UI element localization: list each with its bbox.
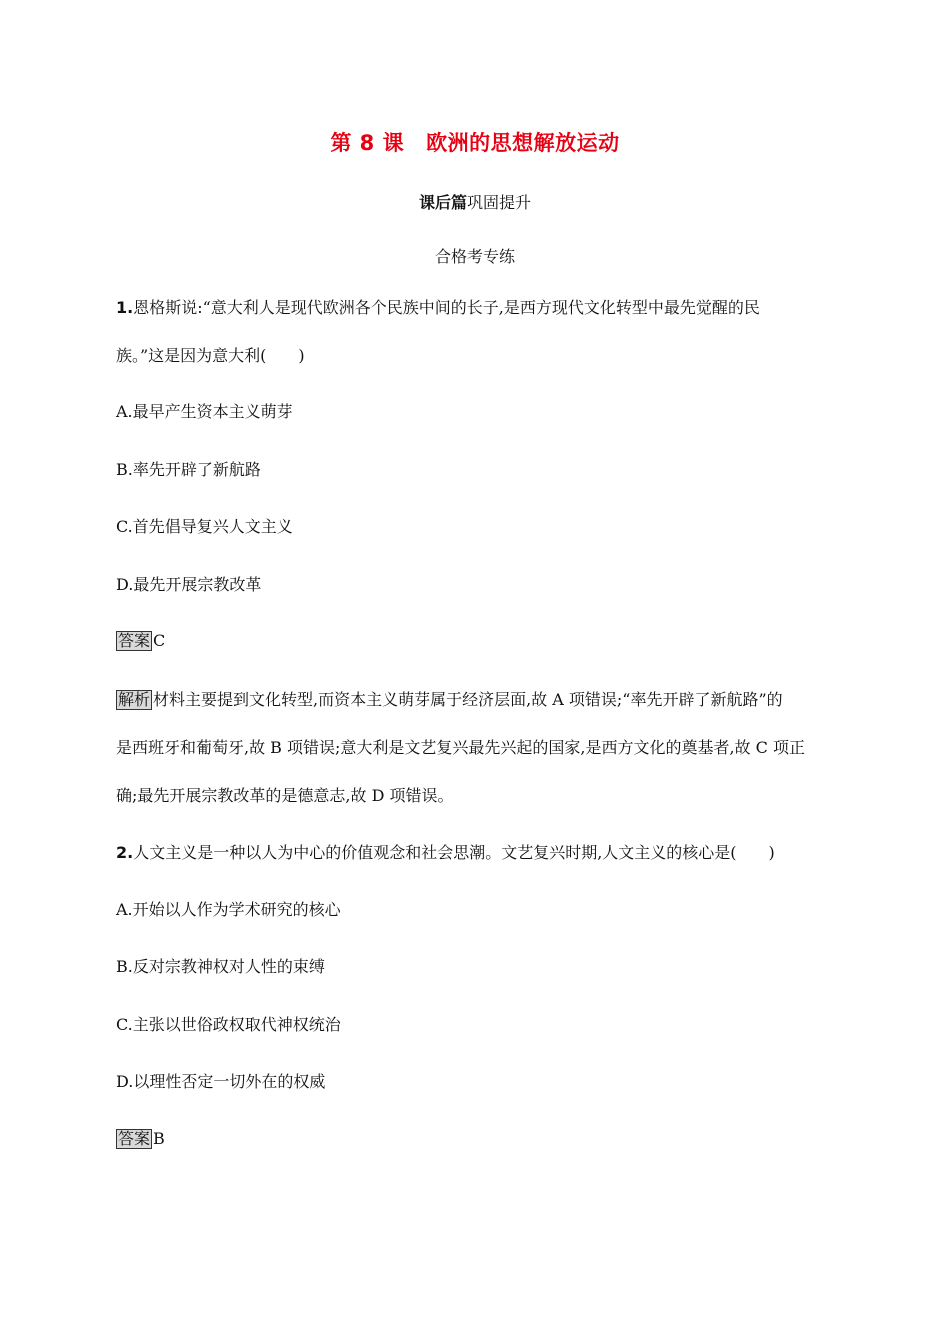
subtitle-rest: 巩固提升 bbox=[467, 193, 532, 212]
q1-option-c: C.首先倡导复兴人文主义 bbox=[116, 517, 293, 536]
q2-stem-line1 bbox=[116, 843, 836, 863]
q1-number: 1. bbox=[116, 298, 134, 317]
answer-tag: 答案 bbox=[118, 631, 151, 650]
q2-option-d: D.以理性否定一切外在的权威 bbox=[116, 1072, 326, 1091]
subtitle bbox=[0, 190, 950, 213]
analysis-tag: 解析 bbox=[118, 690, 151, 709]
lesson-title bbox=[0, 127, 950, 157]
q1-option-b: B.率先开辟了新航路 bbox=[116, 460, 261, 479]
q1-analysis-line1 bbox=[116, 690, 836, 710]
q1-answer bbox=[116, 631, 836, 651]
q2-stem-text1: 人文主义是一种以人为中心的价值观念和社会思潮。文艺复兴时期,人文主义的核心是( ) bbox=[133, 843, 775, 862]
q2-option-c: C.主张以世俗政权取代神权统治 bbox=[116, 1015, 341, 1034]
subtitle-bold: 课后篇 bbox=[418, 193, 467, 212]
lesson-name: 欧洲的思想解放运动 bbox=[426, 131, 620, 155]
q1-stem-line2: 族。”这是因为意大利( ) bbox=[116, 346, 305, 365]
q1-analysis-text1: 材料主要提到文化转型,而资本主义萌芽属于经济层面,故 A 项错误;“率先开辟了新航路”的 bbox=[153, 690, 783, 709]
q1-stem-text1: 恩格斯说:“意大利人是现代欧洲各个民族中间的长子,是西方现代文化转型中最先觉醒的民 bbox=[133, 298, 760, 317]
q1-option-a: A.最早产生资本主义萌芽 bbox=[116, 402, 293, 421]
q1-stem-line1 bbox=[116, 298, 836, 318]
q2-number: 2. bbox=[116, 843, 134, 862]
q2-option-a: A.开始以人作为学术研究的核心 bbox=[116, 900, 341, 919]
q2-option-b: B.反对宗教神权对人性的束缚 bbox=[116, 957, 325, 976]
lesson-number: 第 8 课 bbox=[330, 131, 405, 155]
q1-analysis-line2: 是西班牙和葡萄牙,故 B 项错误;意大利是文艺复兴最先兴起的国家,是西方文化的奠基者,故 C 项正 bbox=[116, 738, 805, 757]
q1-analysis-line3: 确;最先开展宗教改革的是德意志,故 D 项错误。 bbox=[116, 786, 454, 805]
q2-answer-value: B bbox=[153, 1129, 165, 1148]
answer-tag: 答案 bbox=[118, 1129, 151, 1148]
q1-option-d: D.最先开展宗教改革 bbox=[116, 575, 262, 594]
q1-answer-value: C bbox=[153, 631, 166, 650]
q2-answer bbox=[116, 1129, 836, 1149]
section-heading: 合格考专练 bbox=[434, 247, 515, 266]
